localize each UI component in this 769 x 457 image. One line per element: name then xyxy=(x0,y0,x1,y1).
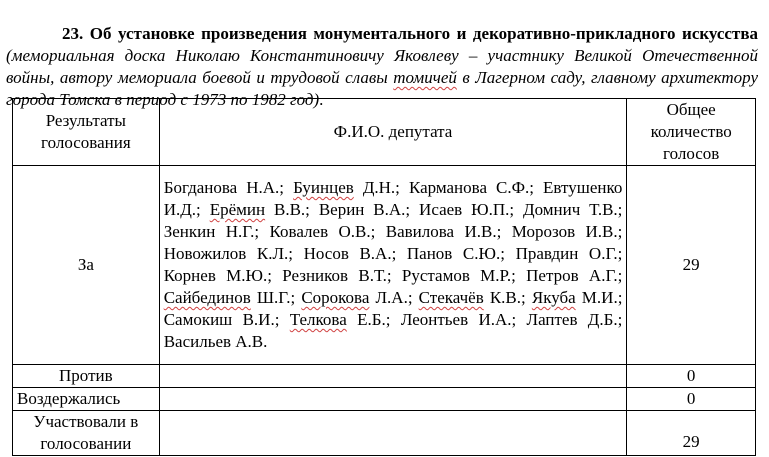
deputy-name-part: Рустамов М.Р.; xyxy=(401,266,516,285)
deputy-name-part: Богданова Н.А.; xyxy=(163,178,285,197)
deputy-name-part: Правдин О.Г.; xyxy=(515,244,623,263)
header-result: Результаты голосования xyxy=(13,99,160,166)
deputy-name-part: Корнев М.Ю.; xyxy=(163,266,272,285)
deputy-name-part: Буинцев xyxy=(293,178,354,197)
deputy-name-part: Новожилов К.Л.; xyxy=(163,244,293,263)
header-total: Общее количество голосов xyxy=(627,99,756,166)
row-total-za: 29 xyxy=(627,166,756,365)
deputy-name-part: В.В.; xyxy=(274,200,310,219)
deputies-empty-cell xyxy=(159,365,627,388)
table-row-uchast xyxy=(13,411,756,456)
deputy-name-part: Петров А.Г.; xyxy=(526,266,623,285)
row-total-uchast: 29 xyxy=(627,411,756,456)
deputy-name-part: М.И.; xyxy=(581,288,623,307)
header-deputies: Ф.И.О. депутата xyxy=(159,99,627,166)
heading-end-punct: . xyxy=(319,90,324,109)
deputy-name-part: Якуба xyxy=(531,288,576,307)
deputy-name-part: Е.Б.; xyxy=(357,310,391,329)
deputy-name-part: Д.Н.; xyxy=(362,178,400,197)
deputy-name-part: Резников В.Т.; xyxy=(282,266,392,285)
table-row-vozd xyxy=(13,388,756,411)
deputy-name-part: Ш.Г.; xyxy=(256,288,296,307)
row-total-protiv: 0 xyxy=(627,365,756,388)
deputy-name-part: Сорокова xyxy=(301,288,370,307)
deputy-name-part: Леонтьев И.А.; xyxy=(400,310,517,329)
row-label-vozd: Воздержались xyxy=(13,388,160,411)
deputy-name-part: Морозов И.В.; xyxy=(511,222,623,241)
table-row-protiv xyxy=(13,365,756,388)
deputies-empty-cell xyxy=(159,411,627,456)
deputy-name-part: Исаев Ю.П.; xyxy=(419,200,515,219)
deputy-name-part: Верин В.А.; xyxy=(318,200,411,219)
item-number: 23. xyxy=(62,24,84,43)
deputy-name-part: Панов С.Ю.; xyxy=(406,244,505,263)
table-header-row xyxy=(13,99,756,166)
deputy-name-part: Вавилова И.В.; xyxy=(385,222,502,241)
voting-results-table xyxy=(12,98,756,456)
deputy-name-part: Васильев А.В. xyxy=(163,332,268,351)
spellcheck-word: томичей xyxy=(393,68,457,87)
row-label-uchast: Участвовали в голосовании xyxy=(13,411,160,456)
deputy-name-part: Карманова С.Ф.; xyxy=(408,178,535,197)
deputies-list xyxy=(159,166,627,365)
deputy-name-part: Зенкин Н.Г.; xyxy=(163,222,260,241)
description-part: в Лагерном саду, главному архитектору города Томска в период с 1973 по 1982 год) xyxy=(6,68,758,109)
deputy-name-part: Носов В.А.; xyxy=(303,244,397,263)
deputy-name-part: Самокиш В.И.; xyxy=(163,310,280,329)
deputy-name-part: Ковалев О.В.; xyxy=(269,222,376,241)
deputy-name-part: Стекачёв xyxy=(418,288,484,307)
deputy-name-part: Лаптев Д.Б.; xyxy=(526,310,623,329)
description-part: (мемориальная доска Николаю Константиновичу Яковлеву – участнику Великой Отечественной войны, автору мемориала боевой и трудовой славы xyxy=(6,46,758,87)
row-total-vozd: 0 xyxy=(627,388,756,411)
row-label-za: За xyxy=(13,166,160,365)
deputy-name-part: Евтушенко И.Д.; xyxy=(163,178,623,219)
deputies-empty-cell xyxy=(159,388,627,411)
deputy-name-part: Ерёмин xyxy=(209,200,266,219)
table-row-za xyxy=(13,166,756,365)
deputy-name-part: Сайбединов xyxy=(163,288,251,307)
item-title: Об установке произведения монументального и декоративно-прикладного искусства xyxy=(89,24,759,43)
deputy-name-part: Телкова xyxy=(289,310,347,329)
row-label-protiv: Против xyxy=(13,365,160,388)
deputy-name-part: К.В.; xyxy=(489,288,526,307)
deputy-name-part: Домнич Т.В.; xyxy=(522,200,623,219)
deputy-name-part: Л.А.; xyxy=(375,288,413,307)
